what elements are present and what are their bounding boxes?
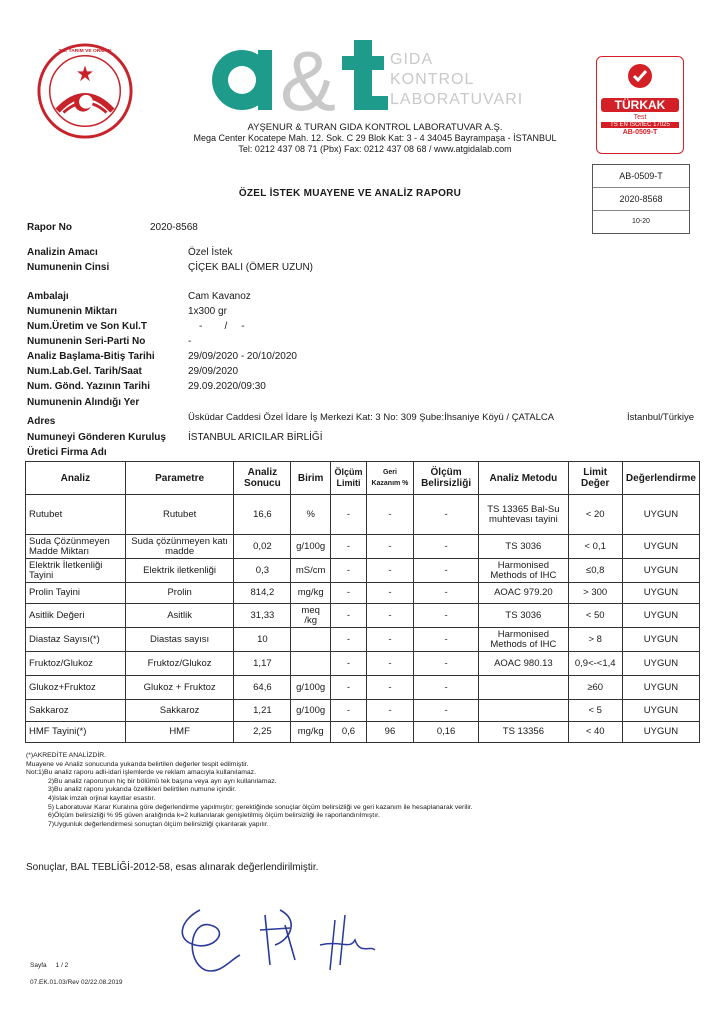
cell-parametre: Prolin <box>125 583 234 604</box>
table-row <box>26 583 700 604</box>
cell-parametre: Sakkaroz <box>125 700 234 722</box>
ministry-seal-icon <box>36 42 134 140</box>
turkak-standard: TS EN ISO/IEC 17025 <box>601 122 679 128</box>
results-table <box>25 461 700 743</box>
report-codes-box <box>592 164 690 234</box>
table-row <box>26 652 700 676</box>
cell-degerlendirme: UYGUN <box>622 722 699 743</box>
cell-sonuc: 814,2 <box>234 583 291 604</box>
cell-sonuc: 0,02 <box>234 535 291 559</box>
cell-analiz: Asitlik Değeri <box>26 604 126 628</box>
document-code: 07.EK.01.03/Rev 02/22.08.2019 <box>30 979 123 986</box>
info-value: 2020-8568 <box>150 222 198 233</box>
cell-limit-deger: ≥60 <box>568 676 622 700</box>
table-row <box>26 535 700 559</box>
info-label: Adres <box>27 416 56 427</box>
column-header: Geri Kazanım % <box>366 462 413 495</box>
info-label: Numunenin Alındığı Yer <box>27 397 140 408</box>
table-row <box>26 676 700 700</box>
cell-sonuc: 64,6 <box>234 676 291 700</box>
cell-limit: - <box>331 583 367 604</box>
cell-degerlendirme: UYGUN <box>622 676 699 700</box>
cell-limit-deger: > 300 <box>568 583 622 604</box>
cell-belirsizlik: - <box>413 628 478 652</box>
info-label: Numunenin Miktarı <box>27 306 118 317</box>
cell-analiz: Diastaz Sayısı(*) <box>26 628 126 652</box>
cell-belirsizlik: - <box>413 559 478 583</box>
turkak-badge <box>596 56 684 154</box>
cell-limit-deger: > 8 <box>568 628 622 652</box>
notes-label: Not: <box>26 769 39 777</box>
info-value: 29.09.2020/09:30 <box>188 381 266 392</box>
svg-text:&: & <box>280 38 337 118</box>
cell-birim: mg/kg <box>291 583 331 604</box>
cell-limit: - <box>331 559 367 583</box>
info-label: Ambalajı <box>27 291 69 302</box>
cell-geri-kazanim: - <box>366 583 413 604</box>
info-value: İSTANBUL ARICILAR BİRLİĞİ <box>188 432 323 443</box>
report-number-code: 2020-8568 <box>593 188 689 211</box>
column-header: Analiz Sonucu <box>234 462 291 495</box>
info-value: - / - <box>199 321 245 332</box>
cell-geri-kazanim: - <box>366 700 413 722</box>
cell-birim: g/100g <box>291 676 331 700</box>
turkak-test: Test <box>633 114 647 121</box>
cell-degerlendirme: UYGUN <box>622 628 699 652</box>
cell-parametre: Glukoz + Fruktoz <box>125 676 234 700</box>
cell-limit-deger: 0,9<-<1,4 <box>568 652 622 676</box>
cell-geri-kazanim: 96 <box>366 722 413 743</box>
cell-limit-deger: < 40 <box>568 722 622 743</box>
cell-belirsizlik: - <box>413 700 478 722</box>
info-label: Analizin Amacı <box>27 247 98 258</box>
company-logo <box>204 38 534 118</box>
turkak-name: TÜRKAK <box>601 98 679 112</box>
cell-birim: g/100g <box>291 700 331 722</box>
turkak-icon <box>625 61 655 91</box>
info-value: Özel İstek <box>188 247 233 258</box>
column-header: Ölçüm Limiti <box>331 462 367 495</box>
note-item: 1)Bu analiz raporu adli-idari işlemlerde ve reklam amacıyla kullanılamaz. <box>38 769 256 777</box>
page-number: Sayfa 1 / 2 <box>30 962 69 969</box>
cell-limit-deger: < 50 <box>568 604 622 628</box>
info-label: Rapor No <box>27 222 72 233</box>
cell-metod: TS 13365 Bal-Su muhtevası tayini <box>479 495 568 535</box>
cell-limit: - <box>331 535 367 559</box>
cell-parametre: Asitlik <box>125 604 234 628</box>
results-table-body <box>26 495 700 743</box>
cell-parametre: Rutubet <box>125 495 234 535</box>
info-value: ÇİÇEK BALI (ÖMER UZUN) <box>188 262 314 273</box>
column-header: Ölçüm Belirsizliği <box>413 462 478 495</box>
cell-birim <box>291 628 331 652</box>
info-label: Analiz Başlama-Bitiş Tarihi <box>27 351 155 362</box>
company-contact: Tel: 0212 437 08 71 (Pbx) Fax: 0212 437 08 68 / www.atgidalab.com <box>238 144 512 154</box>
cell-metod: TS 3036 <box>479 604 568 628</box>
cell-geri-kazanim: - <box>366 535 413 559</box>
cell-analiz: Suda Çözünmeyen Madde Miktarı <box>26 535 126 559</box>
svg-text:GIDA: GIDA <box>390 51 434 68</box>
info-label: Num.Üretim ve Son Kul.T <box>27 321 148 332</box>
cell-analiz: Prolin Tayini <box>26 583 126 604</box>
cell-sonuc: 10 <box>234 628 291 652</box>
cell-sonuc: 1,21 <box>234 700 291 722</box>
cell-geri-kazanim: - <box>366 628 413 652</box>
column-header: Analiz <box>26 462 126 495</box>
cell-metod: Harmonised Methods of IHC <box>479 559 568 583</box>
cell-birim: mS/cm <box>291 559 331 583</box>
cell-sonuc: 0,3 <box>234 559 291 583</box>
svg-text:LABORATUVARI: LABORATUVARI <box>390 91 524 108</box>
notes-section <box>26 752 706 829</box>
cell-limit-deger: < 0,1 <box>568 535 622 559</box>
info-label: Numuneyi Gönderen Kuruluş <box>27 432 166 443</box>
cell-analiz: Elektrik İletkenliği Tayini <box>26 559 126 583</box>
cell-parametre: Fruktoz/Glukoz <box>125 652 234 676</box>
info-label: Num. Gönd. Yazının Tarihi <box>27 381 150 392</box>
cell-metod <box>479 700 568 722</box>
cell-birim: g/100g <box>291 535 331 559</box>
note-item: 7)Uygunluk değerlendirmesi sonuçtan ölçüm belirsizliği çıkarılarak yapılır. <box>48 820 269 828</box>
note-item: 3)Bu analiz raporu yukarıda özellikleri belirtilen numune içindir. <box>48 786 237 794</box>
cell-analiz: Rutubet <box>26 495 126 535</box>
cell-metod: TS 3036 <box>479 535 568 559</box>
cell-degerlendirme: UYGUN <box>622 583 699 604</box>
cell-belirsizlik: - <box>413 495 478 535</box>
cell-analiz: Fruktoz/Glukoz <box>26 652 126 676</box>
info-label: Üretici Firma Adı <box>27 447 107 458</box>
info-label: Numunenin Cinsi <box>27 262 110 273</box>
cell-limit-deger: ≤0,8 <box>568 559 622 583</box>
cell-geri-kazanim: - <box>366 676 413 700</box>
cell-belirsizlik: 0,16 <box>413 722 478 743</box>
table-row <box>26 700 700 722</box>
cell-analiz: HMF Tayini(*) <box>26 722 126 743</box>
company-name: AYŞENUR & TURAN GIDA KONTROL LABORATUVAR A.Ş. <box>247 122 503 133</box>
cell-metod: AOAC 980.13 <box>479 652 568 676</box>
cell-sonuc: 31,33 <box>234 604 291 628</box>
cell-limit: - <box>331 628 367 652</box>
cell-limit: - <box>331 700 367 722</box>
accreditation-code: AB-0509-T <box>593 165 689 188</box>
cell-parametre: HMF <box>125 722 234 743</box>
company-info <box>170 122 580 155</box>
cell-belirsizlik: - <box>413 583 478 604</box>
table-row <box>26 604 700 628</box>
table-row <box>26 559 700 583</box>
info-label: Num.Lab.Gel. Tarih/Saat <box>27 366 142 377</box>
cell-degerlendirme: UYGUN <box>622 652 699 676</box>
notes-intro: Muayene ve Analiz sonucunda yukarıda belirtilen değerler tespit edilmiştir. <box>26 760 249 768</box>
cell-degerlendirme: UYGUN <box>622 604 699 628</box>
cell-limit: 0,6 <box>331 722 367 743</box>
cell-sonuc: 2,25 <box>234 722 291 743</box>
cell-limit: - <box>331 652 367 676</box>
cell-birim: % <box>291 495 331 535</box>
column-header: Değerlendirme <box>622 462 699 495</box>
info-label: Numunenin Seri-Parti No <box>27 336 146 347</box>
info-address-city: İstanbul/Türkiye <box>627 412 695 423</box>
cell-metod: Harmonised Methods of IHC <box>479 628 568 652</box>
column-header: Parametre <box>125 462 234 495</box>
info-value: - <box>188 336 192 347</box>
report-date-code: 10-20 <box>632 218 650 225</box>
cell-birim: meq /kg <box>291 604 331 628</box>
cell-belirsizlik: - <box>413 604 478 628</box>
info-value: 1x300 gr <box>188 306 227 317</box>
turkak-code: AB-0509-T <box>622 129 658 136</box>
note-item: 4)Islak imzalı orjinal kayıtlar esastır. <box>48 794 156 802</box>
cell-geri-kazanim: - <box>366 495 413 535</box>
svg-text:T.C. TARIM VE ORMAN: T.C. TARIM VE ORMAN <box>58 48 112 54</box>
info-value: Üsküdar Caddesi Özel İdare İş Merkezi Kat: 3 No: 309 Şube:İhsaniye Köyü / ÇATALCA <box>188 412 555 423</box>
cell-limit: - <box>331 495 367 535</box>
cell-degerlendirme: UYGUN <box>622 700 699 722</box>
cell-limit: - <box>331 676 367 700</box>
column-header: Birim <box>291 462 331 495</box>
cell-analiz: Glukoz+Fruktoz <box>26 676 126 700</box>
conclusion-text: Sonuçlar, BAL TEBLİĞİ-2012-58, esas alınarak değerlendirilmiştir. <box>26 862 319 873</box>
cell-geri-kazanim: - <box>366 604 413 628</box>
table-row <box>26 495 700 535</box>
column-header: Analiz Metodu <box>479 462 568 495</box>
table-header-row <box>26 462 700 495</box>
cell-metod: TS 13356 <box>479 722 568 743</box>
cell-degerlendirme: UYGUN <box>622 535 699 559</box>
cell-parametre: Diastas sayısı <box>125 628 234 652</box>
table-row <box>26 722 700 743</box>
info-value: 29/09/2020 <box>188 366 239 377</box>
info-value: Cam Kavanoz <box>188 291 251 302</box>
cell-metod: AOAC 979.20 <box>479 583 568 604</box>
note-item: 6)Ölçüm belirsizliği % 95 güven aralığında k=2 kullanılarak genişletilmiş ölçüm belirsizliği ile raporlandırılmıştır. <box>48 812 380 820</box>
table-row <box>26 628 700 652</box>
report-title: ÖZEL İSTEK MUAYENE VE ANALİZ RAPORU <box>238 188 462 199</box>
cell-birim <box>291 652 331 676</box>
cell-parametre: Elektrik iletkenliği <box>125 559 234 583</box>
cell-degerlendirme: UYGUN <box>622 495 699 535</box>
cell-metod <box>479 676 568 700</box>
cell-sonuc: 16,6 <box>234 495 291 535</box>
column-header: Limit Değer <box>568 462 622 495</box>
note-item: 5) Laboratuvar Karar Kuralına göre değerlendirme yapılmıştır; gerektiğinde sonuçlar ölçüm belirsizliği ve geri kazanım ile hesaplanarak verilir. <box>48 803 473 811</box>
note-item: 2)Bu analiz raporunun hiç bir bölümü tek başına veya ayrı ayrı kullanılamaz. <box>48 777 277 785</box>
signatures <box>170 900 390 980</box>
company-address: Mega Center Kocatepe Mah. 12. Sok. C 29 Blok Kat: 3 - 4 34045 Bayrampaşa - İSTANBUL <box>193 133 557 143</box>
cell-limit-deger: < 5 <box>568 700 622 722</box>
svg-text:KONTROL: KONTROL <box>390 71 475 88</box>
cell-parametre: Suda çözünmeyen katı madde <box>125 535 234 559</box>
accredited-note: (*)AKREDİTE ANALİZDİR. <box>26 752 107 759</box>
cell-limit-deger: < 20 <box>568 495 622 535</box>
cell-belirsizlik: - <box>413 676 478 700</box>
info-value: 29/09/2020 - 20/10/2020 <box>188 351 297 362</box>
cell-limit: - <box>331 604 367 628</box>
cell-degerlendirme: UYGUN <box>622 559 699 583</box>
cell-sonuc: 1,17 <box>234 652 291 676</box>
cell-geri-kazanim: - <box>366 559 413 583</box>
cell-geri-kazanim: - <box>366 652 413 676</box>
cell-belirsizlik: - <box>413 535 478 559</box>
cell-birim: mg/kg <box>291 722 331 743</box>
cell-analiz: Sakkaroz <box>26 700 126 722</box>
cell-belirsizlik: - <box>413 652 478 676</box>
